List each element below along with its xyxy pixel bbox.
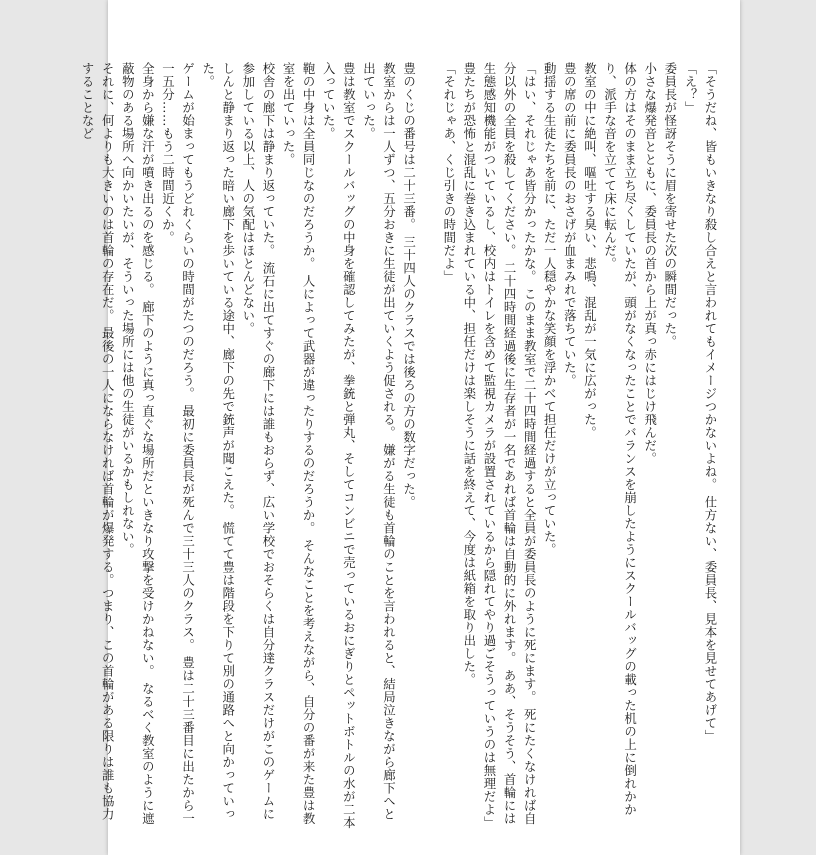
paragraph: 小さな爆発音とともに、委員長の首から上が真っ赤にはじけ飛んだ。 (642, 62, 658, 465)
paragraph: 「え？」 (682, 62, 698, 114)
paragraph: ゲームが始まってもうどれくらいの時間がたつのだろう。 最初に委員長が死んで三十三人のクラス。 豊は二十三番目に出たから一一五分……もう二時間近くか。 (160, 62, 196, 826)
paragraph: それに、何よりも大きいのは首輪の存在だ。 最後の一人にならなければ首輪が爆発する。つまり、この首輪がある限りは誰も協力することなど (80, 62, 116, 821)
paragraph: 豊たちが恐怖と混乱に巻き込まれている中、担任だけは楽しそうに話を終えて、今度は紙箱を取り出した。 (461, 62, 477, 686)
paragraph: 「はい、それじゃあ皆分かったかな。 このまま教室で二十四時間経過すると全員が委員長のように死にます。 死にたくなければ自分以外の全員を殺してください。 二十四時間経過後に生存者が一名であれば首輪は自動的に外れます。 ああ、そうそう、首輪には生態感知機能がついているし、校内はトイレを含めて監視カメラが設置されているから隠れてやり過ごそうっていうのは無理だよ」 (481, 62, 538, 829)
paragraph: 豊は教室でスクールバッグの中身を確認してみたが、拳銃と弾丸、そしてコンビニで売っているおにぎりとペットボトルの水が二本入っていた。 (321, 62, 357, 829)
paragraph: 委員長が怪訝そうに眉を寄せた次の瞬間だった。 (662, 62, 678, 348)
paragraph: 教室からは一人ずつ、五分おきに生徒が出ていくよう促される。 嫌がる生徒も首輪のことを言われると、結局泣きながら廊下へと出ていった。 (361, 62, 397, 821)
vertical-text-body (80, 62, 720, 832)
paragraph: 体の方はそのまま立ち尽くしていたが、頭がなくなったことでバランスを崩したようにスクールバッグの載った机の上に倒れかかり、派手な音を立てて床に転んだ。 (602, 62, 638, 816)
blank-line (419, 62, 439, 832)
paragraph: 豊の席の前に委員長のおさげが血まみれで落ちていた。 (562, 62, 578, 387)
document-page (80, 0, 740, 855)
paragraph: 動揺する生徒たちを前に、ただ一人穏やかな笑顔を浮かべて担任だけが立っていた。 (542, 62, 558, 556)
paragraph: 全身から嫌な汗が噴き出るのを感じる。 廊下のように真っ直ぐな場所だといきなり攻撃を受けかねない。 なるべく教室のように遮蔽物のある場所へ向かいたいが、そういった場所には他の生徒がいるかもしれない。 (120, 62, 156, 826)
paragraph: しんと静まり返った暗い廊下を歩いている途中、廊下の先で銃声が聞こえた。 慌てて豊は階段を下りて別の通路へと向かっていった。 (200, 62, 236, 821)
paragraph: 鞄の中身は全員同じなのだろうか。 人によって武器が違ったりするのだろうか。 そんなことを考えながら、自分の番が来た豊は教室を出ていった。 (281, 62, 317, 826)
paragraph: 「それじゃあ、くじ引きの時間だよ」 (441, 62, 457, 283)
paragraph: 教室の中に絶叫、嘔吐する臭い、悲鳴、混乱が一気に広がった。 (582, 62, 598, 439)
paragraph: 「そうだね、皆もいきなり殺し合えと言われてもイメージつかないよね。 仕方ない、委員長、見本を見せてあげて」 (703, 62, 718, 743)
paragraph: 校舎の廊下は静まり返っていた。 流石に出てすぐの廊下には誰もおらず、広い学校でおそらくは自分達クラスだけがこのゲームに参加している以上、人の気配はほとんどない。 (240, 62, 276, 821)
paragraph: 豊のくじの番号は二十三番。 三十四人のクラスでは後ろの方の数字だった。 (401, 62, 417, 509)
